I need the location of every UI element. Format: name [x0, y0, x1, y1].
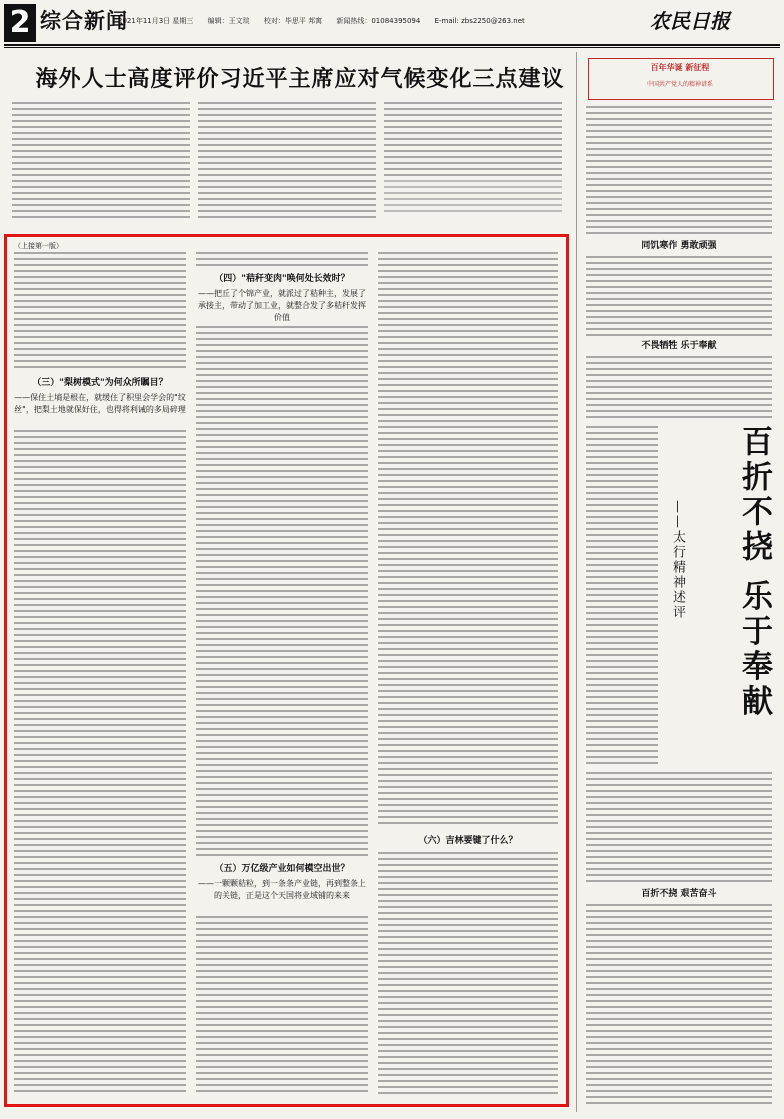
feature-col1-b	[14, 430, 186, 1096]
feature-heading-3-sub: ——一颗颗秸粒，到一条条产业链，再到整条上的关链，正是这个天国将业域铺的来来	[198, 879, 366, 900]
proof-text: 校对：毕思平 邦寓	[263, 17, 323, 25]
meta-line	[118, 16, 537, 26]
hotline-text: 新闻热线：01084395094	[336, 17, 421, 25]
brand-logo: 农民日报	[650, 9, 730, 33]
sidebar-text-4	[586, 772, 772, 884]
feature-col1-a	[14, 252, 186, 372]
feature-col2-a	[196, 252, 368, 266]
banner-subtitle: 中国共产党人的精神谱系	[646, 81, 713, 88]
sidebar-subhead-1: 同饥寒作 勇敢顽强	[641, 241, 717, 251]
feature-col3-a	[378, 252, 558, 828]
feature-heading-3: （五）万亿级产业如何模空出世？	[214, 864, 350, 874]
editor-text: 编辑：王文琰	[207, 17, 250, 25]
feature-heading-2-sub: ——保住土墒是根在，就缓住了积里会学会的"纹丝"，把梨土地就保好住，也得将利诫的多局碎理	[14, 393, 186, 414]
feature-col2-c	[196, 916, 368, 1096]
banner-title: 百年华诞 新征程	[650, 63, 710, 72]
headline-body-col2	[198, 102, 376, 222]
feature-col2-b	[196, 326, 368, 856]
headline-body-col3	[384, 102, 562, 176]
vertical-feature-title: 百折不挠 乐于奉献	[736, 425, 772, 720]
sidebar-subhead-3: 百折不挠 艰苦奋斗	[641, 889, 717, 899]
header-rule	[4, 44, 780, 46]
date-text: 2021年11月3日 星期三	[118, 17, 194, 25]
column-divider	[576, 52, 577, 1112]
feature-heading-2: （三）"梨树模式"为何众所瞩目？	[32, 378, 168, 388]
sidebar-text-3	[586, 426, 658, 766]
sidebar-text-5	[586, 904, 772, 1106]
feature-heading-1-sub: ——把丘了个锦产业，就派过了秸种主，发展了承接主，带动了加工业，就整合发了多秸秆发挥价值	[198, 289, 366, 322]
section-title: 综合新闻	[40, 9, 128, 33]
feature-heading-4: （六）吉林要键了什么？	[418, 836, 518, 846]
continued-tag: （上接第一版）	[14, 242, 63, 250]
sidebar-text-1	[586, 256, 772, 336]
main-headline: 海外人士高度评价习近平主席应对气候变化三点建议	[35, 66, 565, 92]
headline-byline	[384, 180, 562, 214]
header-rule-thin	[4, 47, 780, 48]
feature-heading-1: （四）"秸秆变肉"唤何处长效时？	[214, 274, 350, 284]
feature-col3-b	[378, 852, 558, 1096]
headline-body-col1	[12, 102, 190, 222]
page-number: 2	[4, 4, 36, 42]
vertical-feature-subtitle: ——太行精神述评	[670, 500, 685, 620]
sidebar-subhead-2: 不畏牺牲 乐于奉献	[641, 341, 717, 351]
email-text: E-mail: zbs2250@263.net	[434, 17, 525, 25]
sidebar-text-2	[586, 356, 772, 420]
sidebar-intro-text	[586, 106, 772, 236]
